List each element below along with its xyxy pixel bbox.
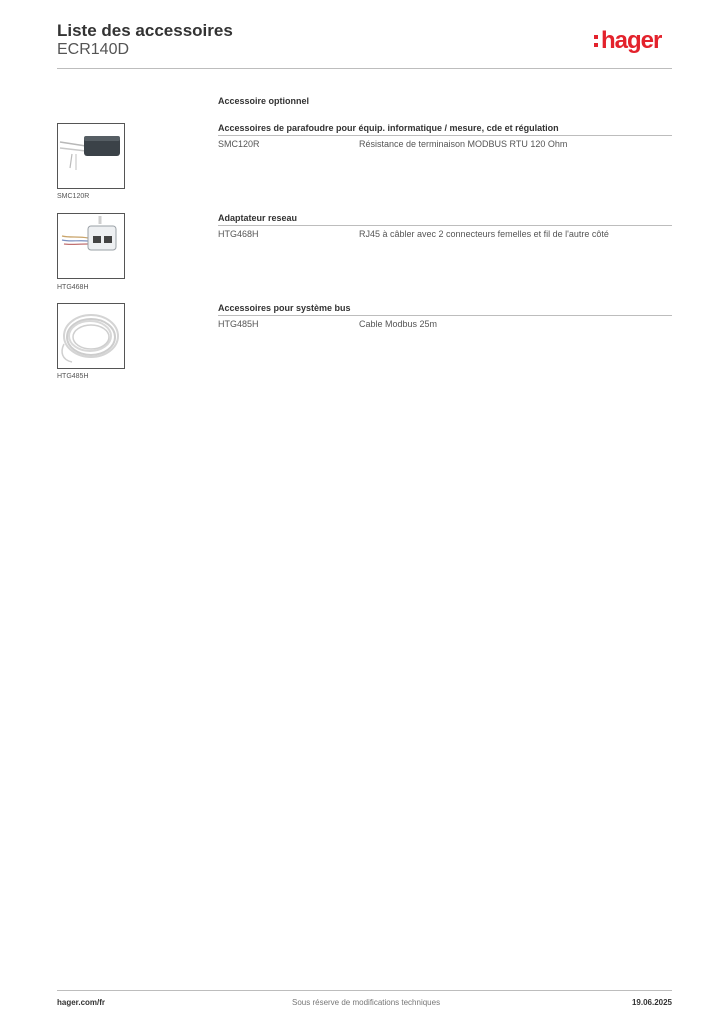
product-image-htg468h xyxy=(57,213,125,279)
accessory-description: Résistance de terminaison MODBUS RTU 120 Ohm xyxy=(359,139,568,149)
accessory-description: RJ45 à câbler avec 2 connecteurs femelles et fil de l'autre côté xyxy=(359,229,609,239)
logo-text: hager xyxy=(601,27,662,54)
accessory-group-surge xyxy=(218,122,672,150)
accessory-ref: HTG468H xyxy=(218,229,259,239)
accessory-description: Cable Modbus 25m xyxy=(359,319,438,329)
logo-dots-icon xyxy=(594,35,598,49)
group-title: Adaptateur reseau xyxy=(218,212,672,226)
product-image-label: HTG468H xyxy=(57,284,89,291)
accessory-row xyxy=(218,138,672,150)
group-title: Accessoires pour système bus xyxy=(218,302,672,316)
product-image-htg485h xyxy=(57,303,125,369)
header-divider xyxy=(57,68,672,69)
product-image-label: SMC120R xyxy=(57,193,90,200)
accessory-group-network xyxy=(218,212,672,240)
footer-divider xyxy=(57,990,672,991)
product-image-label: HTG485H xyxy=(57,373,89,380)
page-title: Liste des accessoires xyxy=(57,21,233,40)
accessory-ref: SMC120R xyxy=(218,139,260,149)
footer-date: 19.06.2025 xyxy=(631,998,672,1007)
product-image-smc120r xyxy=(57,123,125,189)
product-reference: ECR140D xyxy=(57,41,130,58)
group-title: Accessoires de parafoudre pour équip. informatique / mesure, cde et régulation xyxy=(218,122,672,136)
accessory-row xyxy=(218,228,672,240)
accessory-group-bus xyxy=(218,302,672,330)
accessory-row xyxy=(218,318,672,330)
section-heading: Accessoire optionnel xyxy=(218,96,310,106)
footer-website: hager.com/fr xyxy=(57,998,106,1007)
hager-logo xyxy=(594,27,661,57)
accessory-ref: HTG485H xyxy=(218,319,259,329)
footer-disclaimer: Sous réserve de modifications techniques xyxy=(292,998,441,1007)
